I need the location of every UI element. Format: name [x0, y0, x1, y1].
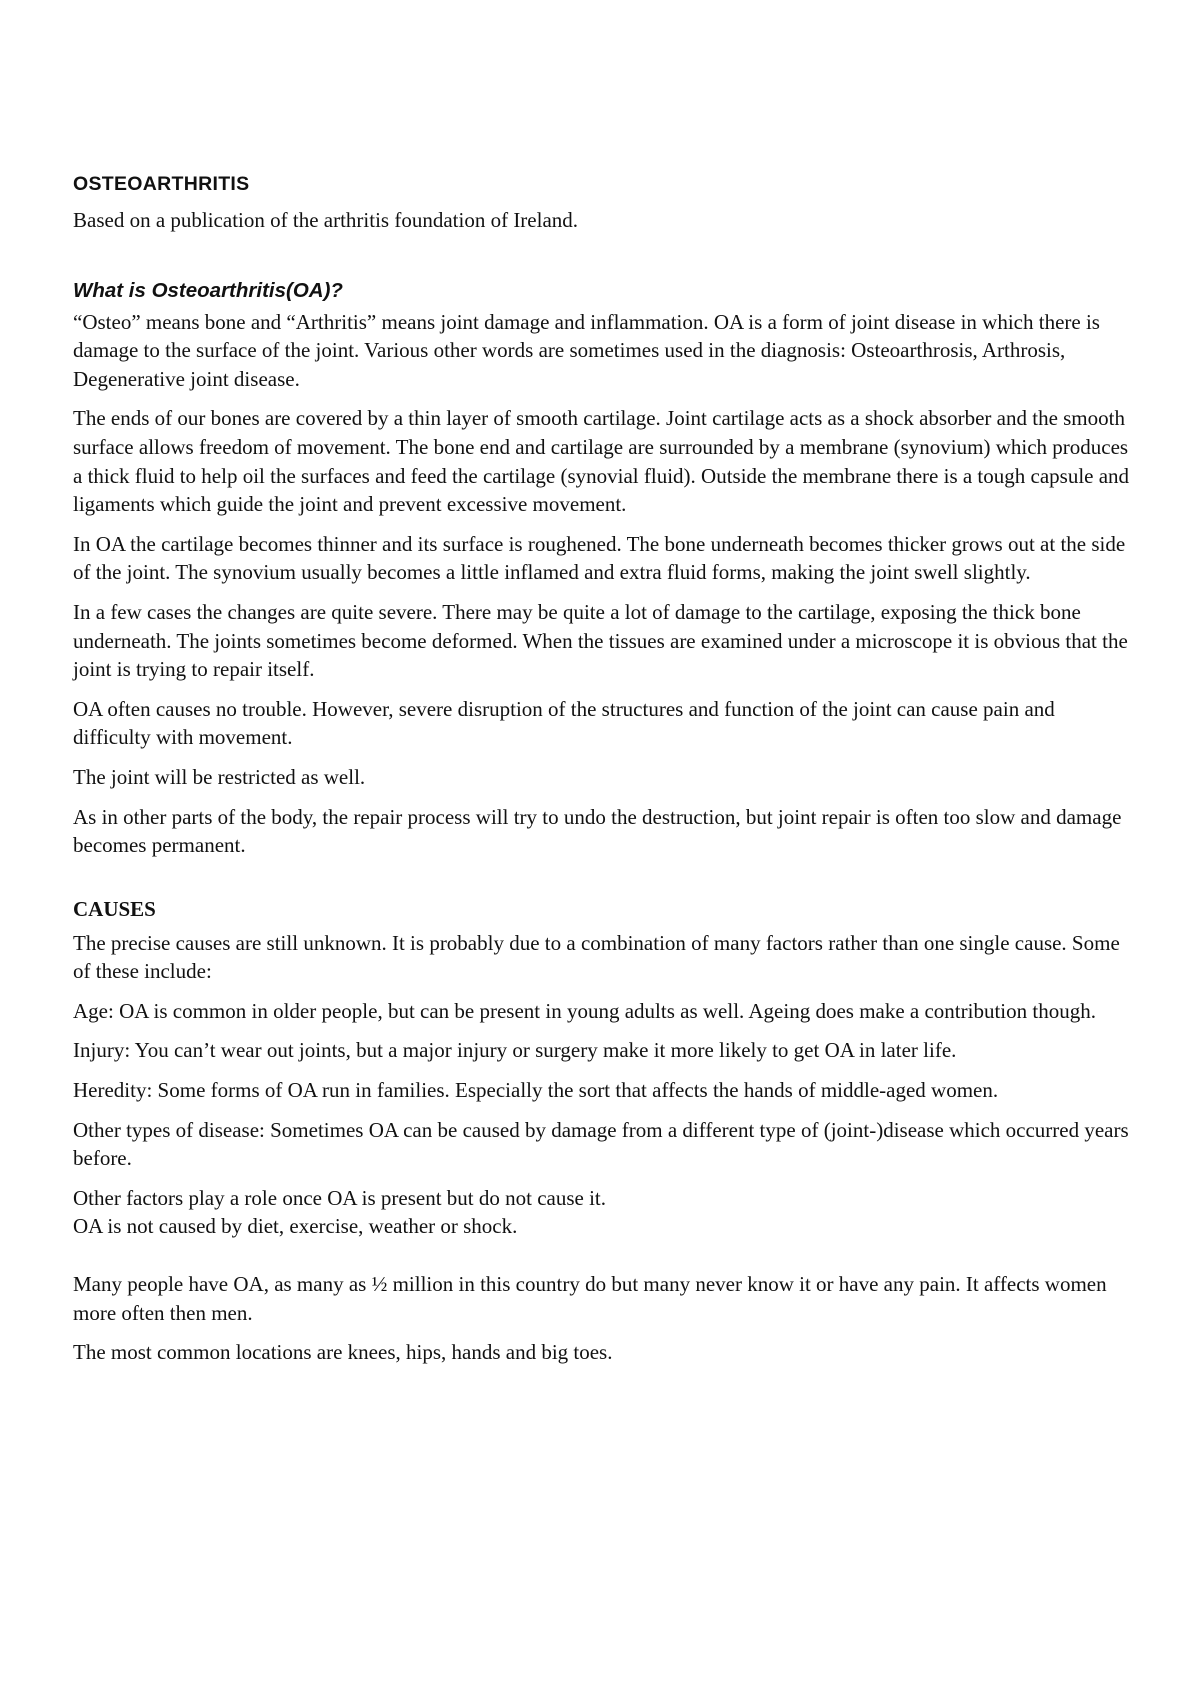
section-heading-causes: CAUSES: [73, 896, 156, 921]
paragraph: The joint will be restricted as well.: [73, 764, 366, 789]
paragraph: The precise causes are still unknown. It is probably due to a combination of many factors rather than one single cause. Some of these include:: [73, 930, 1120, 984]
document-page: [73, 172, 1135, 1378]
paragraph: In OA the cartilage becomes thinner and its surface is roughened. The bone underneath becomes thicker grows out at the side of the joint. The synovium usually becomes a little inflamed and extra fluid forms, making the joint swell slightly.: [73, 531, 1126, 585]
document-title: OSTEOARTHRITIS: [73, 173, 250, 195]
paragraph: As in other parts of the body, the repair process will try to undo the destruction, but joint repair is often too slow and damage becomes permanent.: [73, 804, 1122, 858]
paragraph: “Osteo” means bone and “Arthritis” means joint damage and inflammation. OA is a form of joint disease in which there is damage to the surface of the joint. Various other words are sometimes used in the diagnosis: Osteoarthrosis, Arthrosis, Degenerative joint disease.: [73, 309, 1100, 391]
paragraph: OA often causes no trouble. However, severe disruption of the structures and function of the joint can cause pain and difficulty with movement.: [73, 696, 1055, 750]
not-caused-by-line: OA is not caused by diet, exercise, weather or shock.: [73, 1214, 518, 1239]
paragraph: Injury: You can’t wear out joints, but a major injury or surgery make it more likely to get OA in later life.: [73, 1038, 957, 1063]
paragraph: Other types of disease: Sometimes OA can be caused by damage from a different type of (joint-)disease which occurred years before.: [73, 1117, 1129, 1171]
locations-paragraph: The most common locations are knees, hips, hands and big toes.: [73, 1340, 613, 1365]
paragraph: Age: OA is common in older people, but can be present in young adults as well. Ageing does make a contribution though.: [73, 998, 1096, 1023]
paragraph: In a few cases the changes are quite severe. There may be quite a lot of damage to the cartilage, exposing the thick bone underneath. The joints sometimes become deformed. When the tissues are examined under a microscope it is obvious that the joint is trying to repair itself.: [73, 599, 1128, 682]
paragraph: The ends of our bones are covered by a thin layer of smooth cartilage. Joint cartilage acts as a shock absorber and the smooth surface allows freedom of movement. The bone end and cartilage are surrounded by a membrane (synovium) which produces a thick fluid to help oil the surfaces and feed the cartilage (synovial fluid). Outside the membrane there is a tough capsule and ligaments which guide the joint and prevent excessive movement.: [73, 406, 1130, 517]
other-factors-line: Other factors play a role once OA is present but do not cause it.: [73, 1185, 607, 1210]
section-heading-what-is-oa: What is Osteoarthritis(OA)?: [73, 278, 343, 302]
prevalence-paragraph: Many people have OA, as many as ½ million in this country do but many never know it or have any pain. It affects women more often then men.: [73, 1272, 1107, 1325]
document-subtitle: Based on a publication of the arthritis foundation of Ireland.: [73, 208, 579, 232]
paragraph: Heredity: Some forms of OA run in families. Especially the sort that affects the hands of middle-aged women.: [73, 1078, 999, 1103]
